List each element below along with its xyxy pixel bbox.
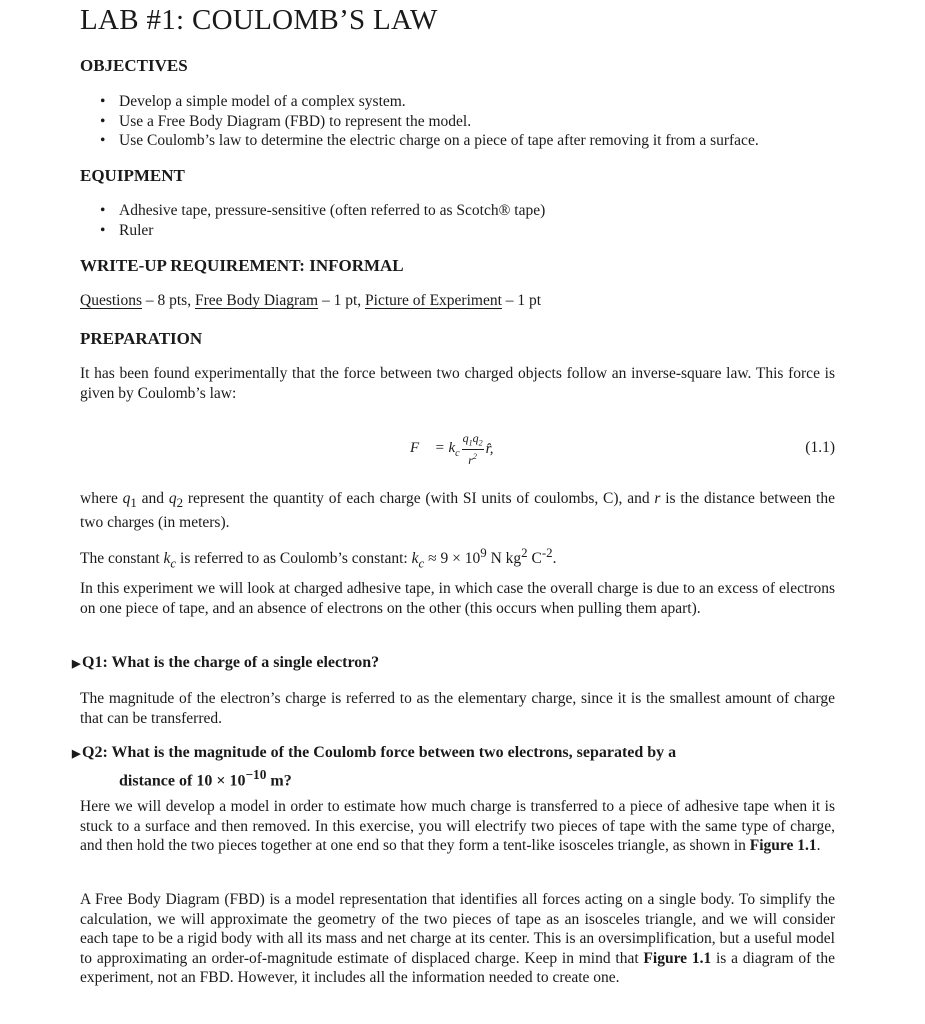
triangle-icon: ▶ bbox=[72, 658, 81, 670]
figure-reference: Figure 1.1 bbox=[643, 949, 712, 967]
equipment-heading: EQUIPMENT bbox=[80, 166, 185, 185]
list-item: • Use Coulomb’s law to determine the electric charge on a piece of tape after removing it from a surface. bbox=[100, 132, 759, 149]
objectives-heading: OBJECTIVES bbox=[80, 56, 188, 75]
fbd-label: Free Body Diagram bbox=[194, 292, 319, 309]
list-item: • Adhesive tape, pressure-sensitive (often referred to as Scotch® tape) bbox=[100, 202, 546, 219]
writeup-heading: WRITE-UP REQUIREMENT: INFORMAL bbox=[80, 256, 404, 275]
list-item: • Use a Free Body Diagram (FBD) to represent the model. bbox=[100, 112, 472, 130]
question-2: ▶Q2: What is the magnitude of the Coulomb force between two electrons, separated by a distance of $10 \times 10^{-10}$ m? bbox=[72, 744, 677, 789]
picture-label: Picture of Experiment bbox=[365, 292, 502, 309]
list-item: • Ruler bbox=[100, 221, 154, 239]
questions-label: Questions bbox=[80, 292, 142, 309]
lab-title: LAB #1: COULOMB’S LAW bbox=[80, 4, 438, 36]
writeup-points: Questions – 8 pts, Free Body Diagram – 1 pt, Picture of Experiment – 1 pt bbox=[80, 292, 542, 309]
model-paragraph: Here we will develop a model in order to estimate how much charge is transferred to a piece of adhesive tape when it is stuck to a surface and then removed. In this exercise, you will electrify two pieces of tape with the same type of charge, and then hold the two pieces together at one end so that they form a tent-like isosceles triangle, as shown in Figure 1.1. bbox=[80, 798, 835, 854]
objectives-list bbox=[100, 92, 759, 151]
equipment-list bbox=[100, 201, 545, 240]
figure-reference: Figure 1.1 bbox=[749, 837, 817, 854]
where-paragraph: where $q_1$ and $q_2$ represent the quantity of each charge (with SI units of coulombs, C), and r is the distance between the two charges (in meters). bbox=[80, 490, 835, 531]
preparation-heading: PREPARATION bbox=[80, 329, 203, 348]
question-1: ▶Q1: What is the charge of a single electron? bbox=[72, 653, 835, 675]
coulomb-equation: F⃗ = $k_c$ $\frac{q_1q_2}{r^2}$ r̂, bbox=[410, 431, 494, 468]
fbd-paragraph: A Free Body Diagram (FBD) is a model representation that identifies all forces acting on a single body. To simplify the calculation, we will approximate the geometry of the two pieces of tape as an isosceles triangle, and we will consider each tape to be a rigid body with all its mass and net charge at its center. This is an oversimplification, but a useful model to approximating an order-of-magnitude estimate of displaced charge. Keep in mind that Figure 1.1 is a diagram of the experiment, not an FBD. However, it includes all the information needed to create one. bbox=[80, 891, 835, 986]
constant-paragraph: The constant $k_c$ is referred to as Coulomb’s constant: $k_c \approx 9 \times 10^9$ N $kg^2$ $C^{-2}$. bbox=[80, 545, 557, 571]
triangle-icon: ▶ bbox=[72, 748, 81, 760]
experiment-paragraph: In this experiment we will look at charged adhesive tape, in which case the overall charge is due to an excess of electrons on one piece of tape, and an absence of electrons on the other (this occurs when pulling them apart). bbox=[80, 580, 835, 617]
equation-number: (1.1) bbox=[805, 439, 835, 456]
elementary-paragraph: The magnitude of the electron’s charge is referred to as the elementary charge, since it is the smallest amount of charge that can be transferred. bbox=[80, 690, 835, 727]
list-item: • Develop a simple model of a complex system. bbox=[100, 93, 406, 110]
intro-paragraph: It has been found experimentally that the force between two charged objects follow an inverse-square law. This force is given by Coulomb’s law: bbox=[80, 365, 835, 402]
